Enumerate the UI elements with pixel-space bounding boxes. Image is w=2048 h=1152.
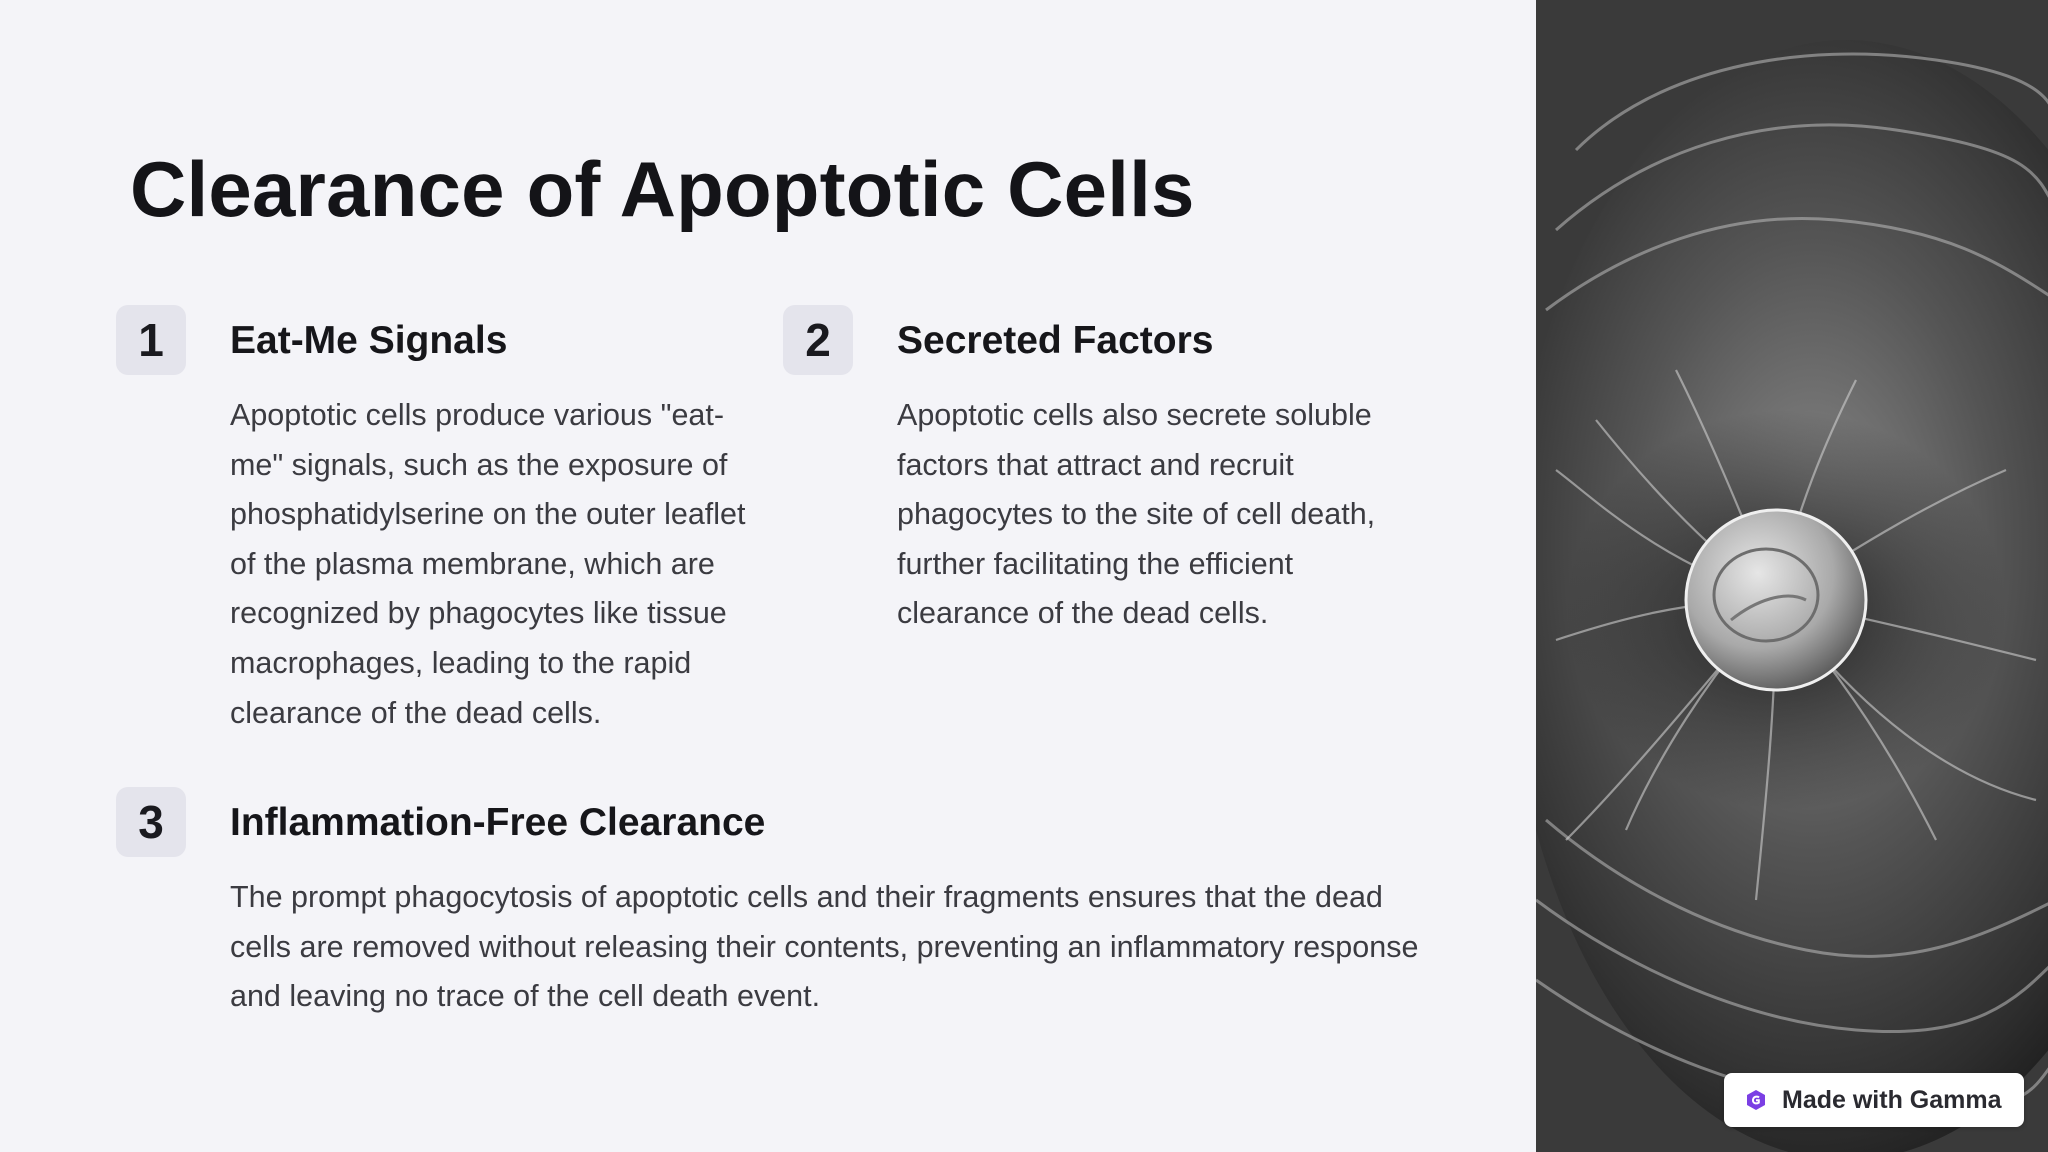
item-description: Apoptotic cells also secrete soluble factors that attract and recruit phagocytes to the site of cell death, further facilitating the efficient clearance of the dead cells. (897, 398, 1376, 631)
gamma-logo-icon (1744, 1088, 1768, 1112)
cell-micrograph-image (1536, 0, 2048, 1152)
item-heading: Inflammation-Free Clearance (230, 801, 766, 844)
number-badge: 2 (783, 305, 853, 375)
badge-label: Made with Gamma (1782, 1085, 2002, 1114)
number-badge: 1 (116, 305, 186, 375)
item-description: Apoptotic cells produce various "eat-me" signals, such as the exposure of phosphatidylserine on the outer leaflet of the plasma membrane, which are recognized by phagocytes like tissue macrophages, leading to the rapid clearance of the dead cells. (230, 398, 746, 730)
item-heading: Eat-Me Signals (230, 319, 508, 362)
made-with-gamma-badge[interactable] (1724, 1073, 2024, 1127)
item-description: The prompt phagocytosis of apoptotic cells and their fragments ensures that the dead cells are removed without releasing their contents, preventing an inflammatory response and leaving no trace of the cell death event. (230, 880, 1419, 1014)
page-title: Clearance of Apoptotic Cells (130, 145, 1195, 233)
item-heading: Secreted Factors (897, 319, 1214, 362)
number-badge: 3 (116, 787, 186, 857)
